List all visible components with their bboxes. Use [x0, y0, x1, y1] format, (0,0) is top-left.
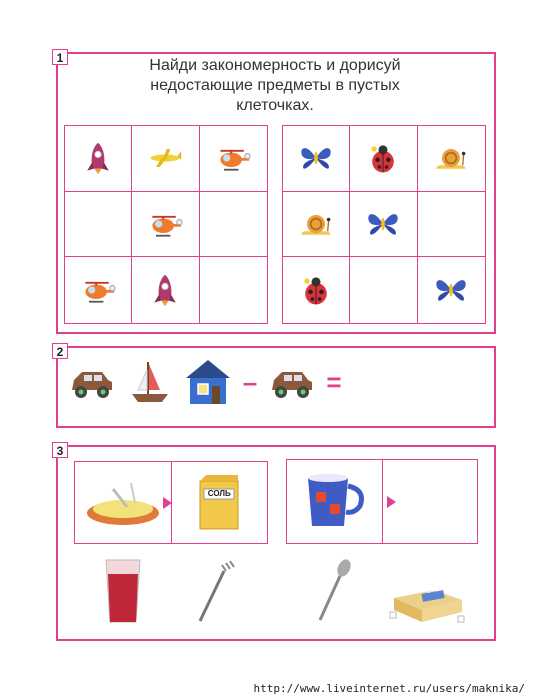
- equals-sign: =: [326, 366, 342, 397]
- sailboat-icon: [124, 356, 176, 408]
- grid-cell[interactable]: [418, 257, 485, 323]
- instruction-line: клеточках.: [236, 97, 314, 114]
- arrow-right-icon: [387, 496, 396, 508]
- plane-icon: [145, 140, 185, 176]
- sugar-box-icon: [388, 568, 468, 628]
- pair-left-cell: [75, 462, 172, 543]
- grid-cell[interactable]: [132, 257, 199, 323]
- butterfly-icon: [431, 272, 471, 308]
- grid-cell[interactable]: [350, 192, 417, 258]
- pair-right-cell[interactable]: [383, 460, 478, 543]
- house-icon: [182, 356, 234, 408]
- snail-icon: [431, 140, 471, 176]
- butterfly-icon: [363, 206, 403, 242]
- grid-cell[interactable]: [65, 257, 132, 323]
- grid-cell[interactable]: [283, 257, 350, 323]
- fork-icon: [190, 552, 240, 632]
- rocket-icon: [145, 272, 185, 308]
- pair-box-mug: [286, 459, 478, 544]
- grid-cell[interactable]: [418, 126, 485, 192]
- butterfly-icon: [296, 140, 336, 176]
- ladybug-icon: [296, 272, 336, 308]
- ladybug-icon: [363, 140, 403, 176]
- car-icon: [66, 356, 118, 408]
- pair-left-cell: [287, 460, 383, 543]
- helicopter-icon: [213, 140, 253, 176]
- salt-label: СОЛЬ: [207, 488, 231, 498]
- empty-cell[interactable]: [418, 192, 485, 258]
- salt-box-icon: [194, 473, 244, 533]
- porridge-plate-icon: [83, 473, 163, 533]
- source-url[interactable]: http://www.liveinternet.ru/users/maknika/: [253, 682, 525, 695]
- grid-cell[interactable]: [65, 126, 132, 192]
- task-instruction: [110, 56, 440, 116]
- pair-right-cell: [172, 462, 268, 543]
- mug-icon: [294, 472, 374, 532]
- instruction-line: Найди закономерность и дорисуй: [149, 57, 401, 74]
- pair-box-salt: [74, 461, 268, 544]
- empty-cell[interactable]: [200, 257, 267, 323]
- grid-cell[interactable]: [132, 126, 199, 192]
- grid-cell[interactable]: [200, 126, 267, 192]
- empty-cell[interactable]: [65, 192, 132, 258]
- grid-cell[interactable]: [132, 192, 199, 258]
- equation-row: [66, 356, 344, 408]
- glass-icon: [98, 556, 148, 626]
- right-pattern-grid: [282, 125, 486, 324]
- grid-cell[interactable]: [283, 192, 350, 258]
- left-pattern-grid: [64, 125, 268, 324]
- spoon-icon: [308, 556, 358, 626]
- helicopter-icon: [78, 272, 118, 308]
- minus-sign: –: [242, 366, 258, 397]
- task-number: 1: [52, 49, 68, 65]
- grid-cell[interactable]: [283, 126, 350, 192]
- snail-icon: [296, 206, 336, 242]
- helicopter-icon: [145, 206, 185, 242]
- empty-cell[interactable]: [350, 257, 417, 323]
- sugar-label: САХАР: [425, 583, 451, 596]
- car-icon: [266, 356, 318, 408]
- task-number: 2: [52, 343, 68, 359]
- sugar-box-shape: [388, 568, 468, 628]
- grid-cell[interactable]: [350, 126, 417, 192]
- salt-box-shape: [194, 473, 244, 533]
- rocket-icon: [78, 140, 118, 176]
- task-number: 3: [52, 442, 68, 458]
- instruction-line: недостающие предметы в пустых: [150, 77, 400, 94]
- arrow-right-icon: [163, 497, 172, 509]
- empty-cell[interactable]: [200, 192, 267, 258]
